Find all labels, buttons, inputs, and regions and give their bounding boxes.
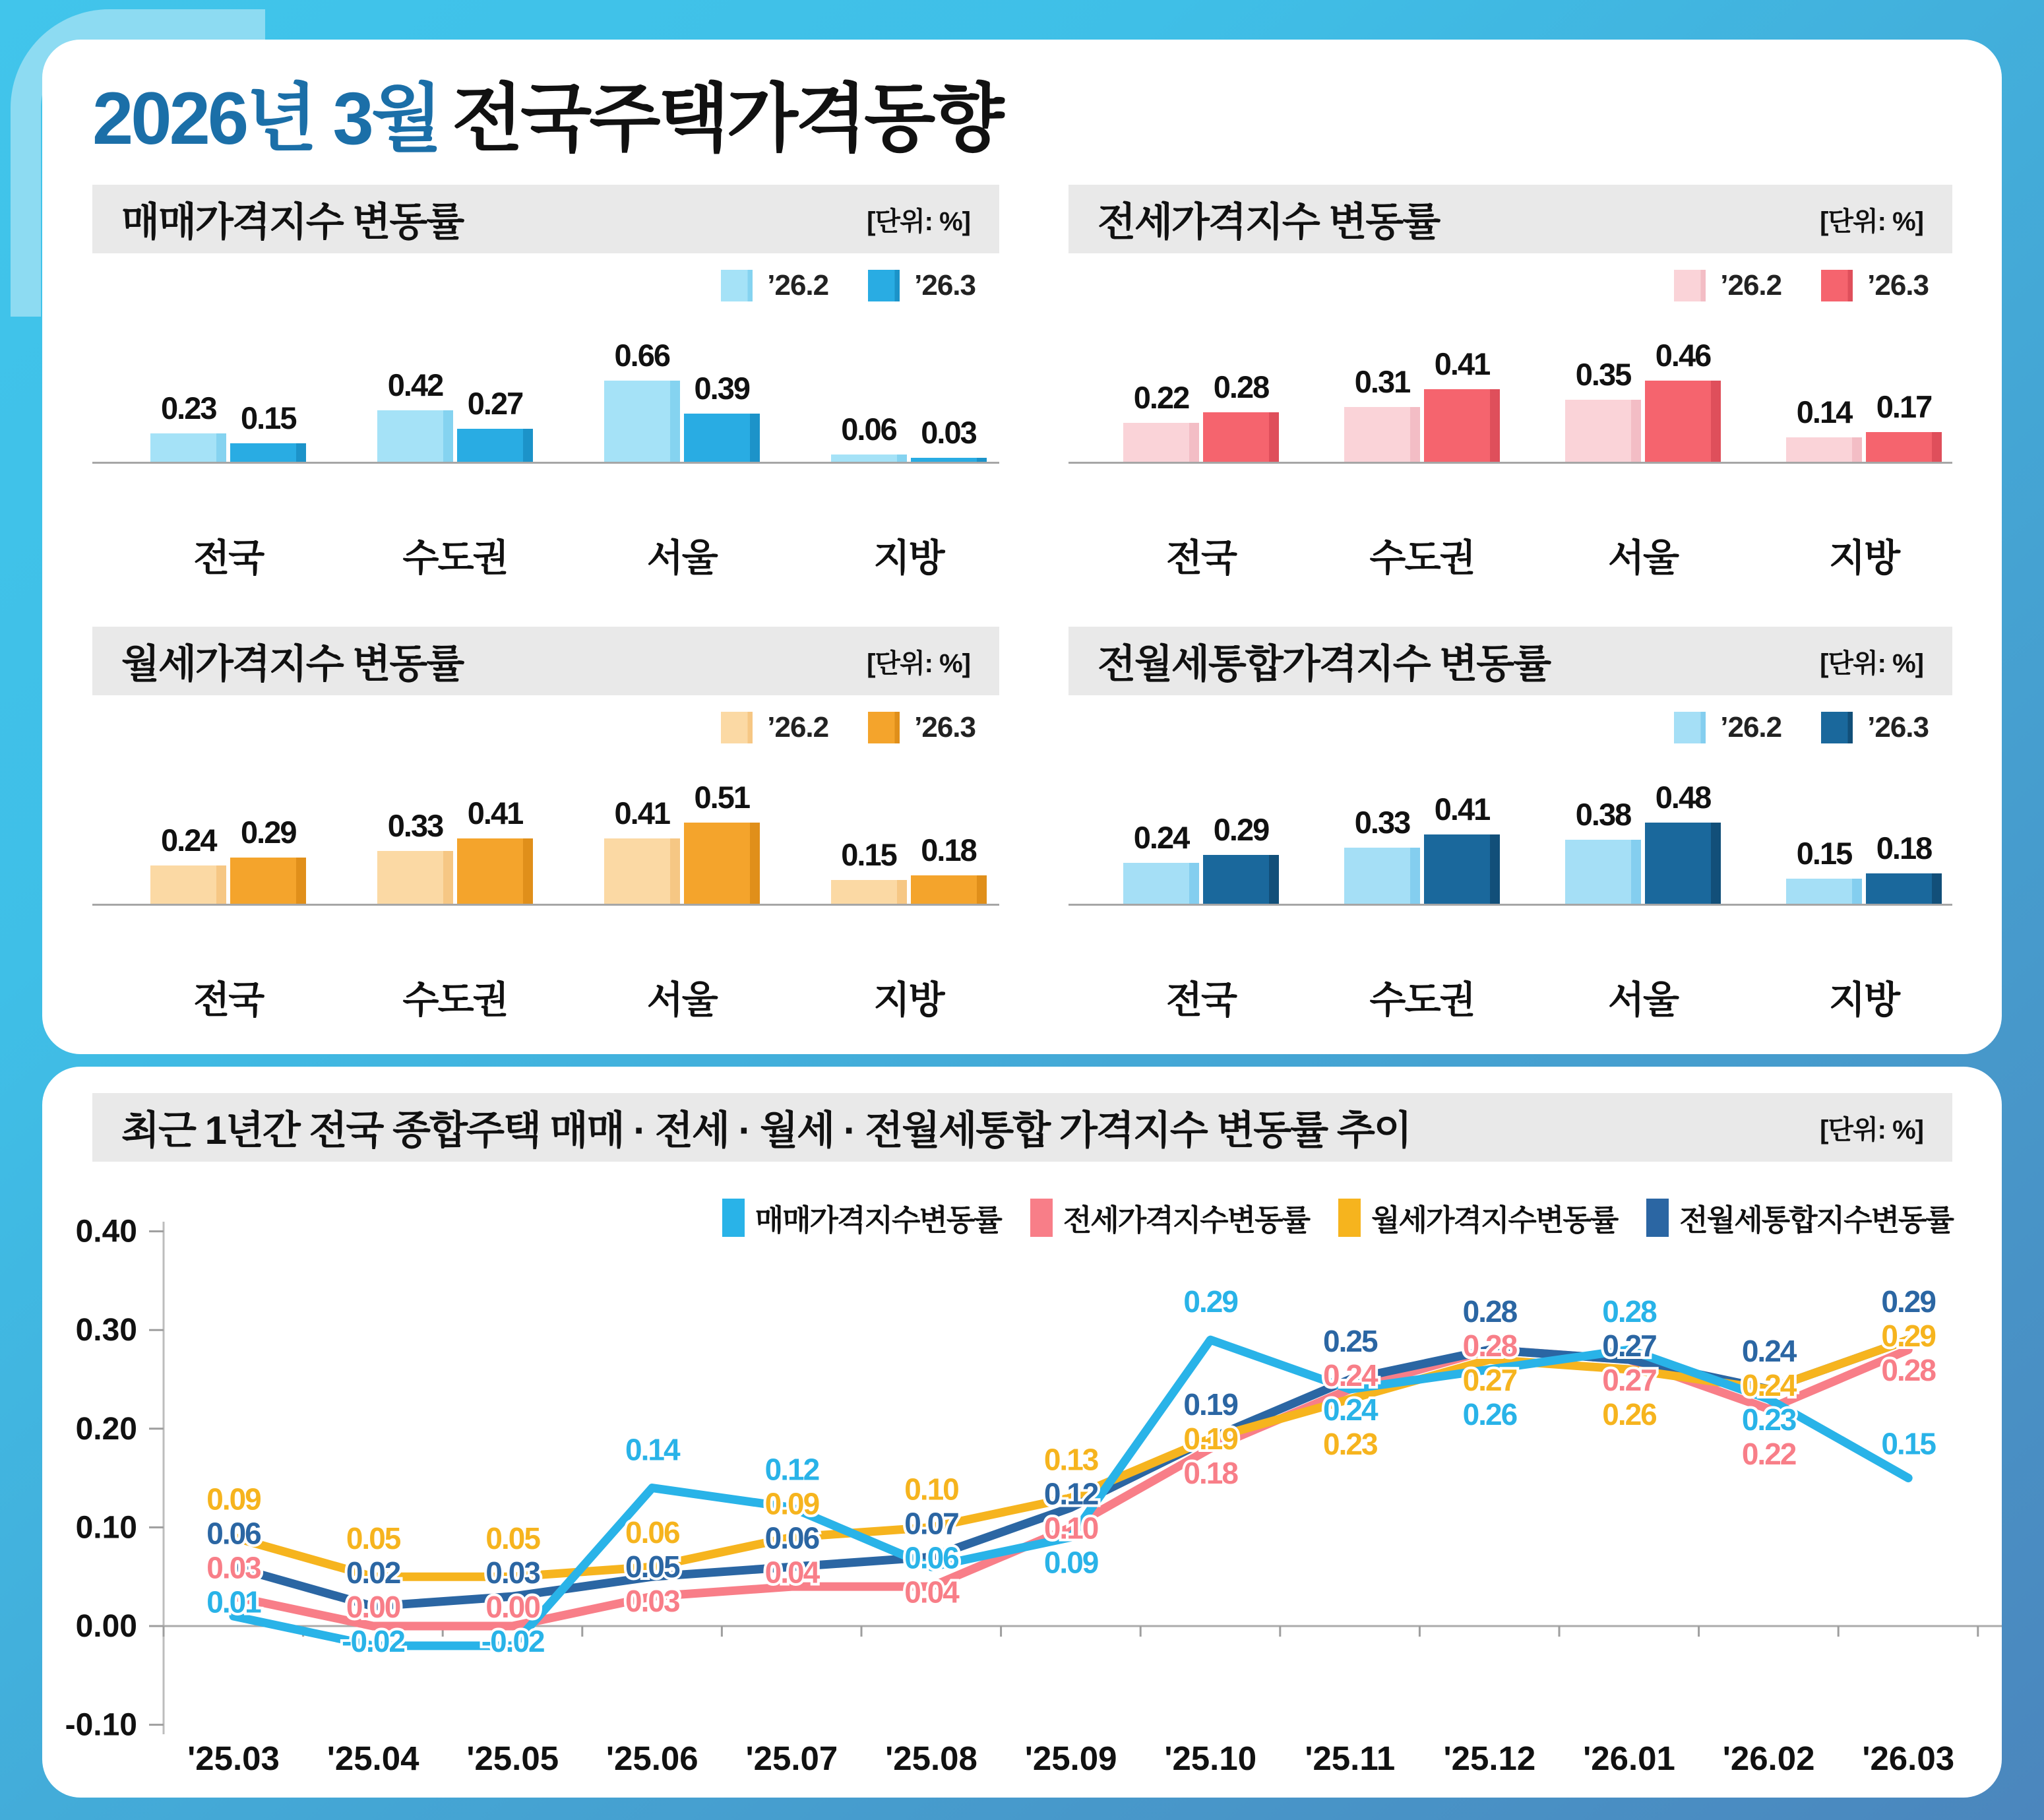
legend-label: ’26.2 [1720, 711, 1782, 743]
point-label: 0.06 [904, 1540, 958, 1575]
point-label: 0.24 [1323, 1393, 1377, 1427]
bar-26.3-전국 [230, 858, 306, 904]
unit-label: [단위: %] [1820, 1115, 1923, 1145]
bar-value-label: 0.41 [467, 796, 523, 831]
legend-label: ’26.2 [1720, 269, 1782, 301]
legend-label: ’26.3 [1867, 711, 1929, 743]
legend-swatch-prev [721, 270, 753, 301]
chart-legend [1674, 269, 1929, 302]
unit-label: [단위: %] [1820, 648, 1923, 678]
point-label: 0.18 [1183, 1455, 1237, 1490]
unit-label: [단위: %] [1820, 206, 1923, 236]
y-tick-label: 0.00 [75, 1609, 137, 1644]
point-label: 0.04 [904, 1575, 958, 1610]
trend-legend-label: 매매가격지수변동률 [755, 1203, 1001, 1237]
point-label: 0.03 [206, 1550, 261, 1585]
bar-26.3-전국 [1203, 412, 1279, 462]
bar-26.3-수도권 [457, 838, 533, 904]
bar-26.2-지방 [831, 880, 907, 904]
y-tick-label: 0.10 [75, 1510, 137, 1546]
bar-26.3-서울 [1645, 381, 1721, 462]
point-label: -0.02 [342, 1624, 405, 1659]
chart-header [1068, 627, 1952, 695]
bar-26.3-지방 [911, 875, 987, 904]
point-label: 0.26 [1602, 1397, 1656, 1432]
y-tick-label: 0.40 [75, 1214, 137, 1249]
point-label: 0.01 [206, 1585, 261, 1619]
trend-legend-item [1030, 1196, 1309, 1239]
legend-swatch-curr [868, 712, 900, 743]
bar-value-label: 0.28 [1213, 369, 1269, 404]
point-label: 0.29 [1183, 1284, 1237, 1319]
x-label-'25.05: '25.05 [466, 1740, 559, 1777]
bar-value-label: 0.15 [841, 837, 896, 872]
point-label: -0.02 [481, 1624, 544, 1659]
x-label-'25.08: '25.08 [885, 1740, 977, 1777]
legend-item [721, 269, 828, 302]
page-title [92, 59, 1002, 166]
axis-baseline [92, 462, 999, 464]
bar-value-label: 0.38 [1575, 797, 1631, 832]
page-title-rest: 전국주택가격동향 [451, 77, 1002, 160]
point-label: 0.27 [1602, 1329, 1656, 1364]
x-label-'26.01: '26.01 [1583, 1740, 1675, 1777]
axis-baseline [1068, 462, 1952, 464]
category-label-지방: 지방 [873, 979, 944, 1021]
legend-item [1674, 711, 1781, 744]
point-label: 0.09 [1043, 1545, 1098, 1580]
chart-title: 매매가격지수 변동률 [121, 200, 464, 244]
legend-swatch-curr [1821, 712, 1853, 743]
bar-value-label: 0.15 [241, 400, 296, 435]
bar-value-label: 0.41 [614, 796, 669, 831]
point-label: 0.22 [1741, 1436, 1796, 1471]
legend-swatch-prev [1674, 712, 1706, 743]
trend-legend-swatch [1646, 1199, 1669, 1237]
legend-label: ’26.2 [767, 269, 829, 301]
legend-label: ’26.3 [1867, 269, 1929, 301]
point-label: 0.24 [1323, 1358, 1377, 1393]
bar-value-label: 0.23 [161, 391, 216, 425]
trend-legend-swatch [1338, 1199, 1361, 1237]
y-tick-label: 0.20 [75, 1411, 137, 1447]
legend-item [868, 269, 976, 302]
x-label-'25.07: '25.07 [745, 1740, 838, 1777]
point-label: 0.24 [1741, 1333, 1796, 1368]
y-tick-label: -0.10 [65, 1707, 137, 1743]
bar-26.3-지방 [911, 458, 987, 462]
category-label-서울: 서울 [646, 979, 717, 1021]
trend-line-chart [42, 1067, 2002, 1798]
page-title-highlight: 2026년 3월 [92, 77, 440, 160]
bar-value-label: 0.33 [387, 808, 443, 843]
point-label: 0.00 [346, 1590, 400, 1625]
category-label-수도권: 수도권 [1369, 979, 1475, 1021]
trend-legend-label: 전세가격지수변동률 [1063, 1203, 1310, 1237]
bar-value-label: 0.48 [1655, 780, 1711, 815]
bar-value-label: 0.41 [1434, 346, 1490, 381]
category-label-전국: 전국 [193, 537, 264, 579]
axis-baseline [1068, 904, 1952, 906]
point-label: 0.05 [485, 1521, 540, 1556]
bar-value-label: 0.14 [1796, 394, 1852, 429]
point-label: 0.29 [1881, 1284, 1935, 1319]
bar-value-label: 0.42 [387, 367, 443, 402]
point-label: 0.13 [1043, 1442, 1098, 1477]
chart-header [92, 185, 999, 253]
trend-legend-item [1646, 1196, 1953, 1239]
point-label: 0.12 [764, 1452, 819, 1487]
bar-value-label: 0.46 [1655, 338, 1711, 373]
legend-item [1821, 269, 1929, 302]
point-label: 0.29 [1881, 1319, 1935, 1354]
point-label: 0.23 [1741, 1402, 1796, 1437]
bar-value-label: 0.24 [161, 823, 216, 858]
trend-legend-swatch [722, 1199, 745, 1237]
bar-value-label: 0.29 [1213, 812, 1269, 847]
legend-swatch-curr [1821, 270, 1853, 301]
bar-26.3-수도권 [1424, 389, 1500, 462]
point-label: 0.10 [904, 1472, 958, 1507]
bar-26.3-서울 [684, 823, 760, 904]
bar-value-label: 0.15 [1796, 836, 1852, 871]
bar-value-label: 0.29 [241, 815, 296, 850]
legend-swatch-prev [1674, 270, 1706, 301]
x-label-'25.03: '25.03 [187, 1740, 280, 1777]
bar-value-label: 0.18 [921, 832, 976, 867]
category-label-전국: 전국 [1165, 537, 1237, 579]
point-label: 0.03 [485, 1555, 540, 1590]
bar-26.2-전국 [150, 865, 226, 904]
trend-header [92, 1093, 1952, 1162]
trend-title: 최근 1년간 전국 종합주택 매매 · 전세 · 월세 · 전월세통합 가격지수 변동률 추이 [121, 1108, 1411, 1152]
point-label: 0.05 [625, 1550, 679, 1585]
legend-item [721, 711, 828, 744]
bar-value-label: 0.06 [841, 412, 896, 447]
chart-legend [1674, 711, 1929, 744]
x-label-'25.09: '25.09 [1024, 1740, 1117, 1777]
bar-chart-combined [1068, 627, 1952, 1049]
point-label: 0.06 [206, 1516, 261, 1551]
bar-26.3-서울 [684, 414, 760, 462]
point-label: 0.27 [1602, 1363, 1656, 1398]
chart-header [1068, 185, 1952, 253]
point-label: 0.09 [764, 1486, 819, 1521]
point-label: 0.04 [764, 1555, 819, 1590]
bar-26.3-수도권 [457, 429, 533, 462]
trend-legend-label: 전월세통합지수변동률 [1679, 1203, 1953, 1237]
bar-value-label: 0.24 [1133, 820, 1189, 855]
bar-26.3-전국 [230, 443, 306, 462]
point-label: 0.23 [1323, 1427, 1377, 1461]
point-label: 0.09 [206, 1482, 261, 1517]
x-label-'25.12: '25.12 [1443, 1740, 1536, 1777]
x-label-'26.03: '26.03 [1862, 1740, 1955, 1777]
bar-26.2-지방 [831, 455, 907, 462]
point-label: 0.00 [485, 1590, 540, 1625]
bar-26.2-전국 [1123, 423, 1199, 462]
point-label: 0.28 [1462, 1294, 1517, 1329]
bar-chart-wolse [92, 627, 999, 1049]
category-label-서울: 서울 [1607, 979, 1679, 1021]
category-label-전국: 전국 [193, 979, 264, 1021]
chart-title: 전월세통합가격지수 변동률 [1098, 642, 1551, 686]
bar-26.2-수도권 [1344, 848, 1420, 904]
point-label: 0.25 [1323, 1324, 1377, 1358]
point-label: 0.28 [1881, 1353, 1935, 1388]
chart-title: 월세가격지수 변동률 [121, 642, 464, 686]
unit-label: [단위: %] [867, 206, 970, 236]
bar-26.3-수도권 [1424, 834, 1500, 904]
chart-legend [721, 711, 976, 744]
legend-item [868, 711, 976, 744]
x-label-'26.02: '26.02 [1722, 1740, 1815, 1777]
point-label: 0.26 [1462, 1397, 1517, 1432]
legend-swatch-curr [868, 270, 900, 301]
point-label: 0.07 [904, 1506, 958, 1541]
x-label-'25.11: '25.11 [1305, 1740, 1396, 1777]
unit-label: [단위: %] [867, 648, 970, 678]
bar-26.3-지방 [1866, 873, 1942, 904]
point-label: 0.10 [1043, 1511, 1098, 1546]
bar-26.3-지방 [1866, 432, 1942, 462]
category-label-서울: 서울 [646, 537, 717, 579]
bar-value-label: 0.35 [1575, 357, 1631, 392]
bar-value-label: 0.41 [1434, 792, 1490, 827]
point-label: 0.19 [1183, 1387, 1237, 1422]
top-panel [42, 40, 2002, 1054]
bar-26.2-전국 [1123, 863, 1199, 904]
legend-swatch-prev [721, 712, 753, 743]
bar-value-label: 0.03 [921, 415, 976, 450]
category-label-전국: 전국 [1165, 979, 1237, 1021]
x-label-'25.06: '25.06 [605, 1740, 698, 1777]
category-label-수도권: 수도권 [402, 979, 508, 1021]
bar-chart-sale [92, 185, 999, 607]
chart-header [92, 627, 999, 695]
bar-26.2-지방 [1786, 879, 1862, 904]
point-label: 0.05 [346, 1521, 400, 1556]
category-label-서울: 서울 [1607, 537, 1679, 579]
point-label: 0.24 [1741, 1367, 1796, 1402]
category-label-지방: 지방 [873, 537, 944, 579]
category-label-수도권: 수도권 [402, 537, 508, 579]
trend-legend-item [722, 1196, 1001, 1239]
point-label: 0.06 [625, 1515, 679, 1550]
bar-26.2-서울 [1565, 840, 1641, 904]
trend-legend [722, 1196, 1953, 1239]
bar-value-label: 0.66 [614, 338, 669, 373]
bar-26.2-지방 [1786, 437, 1862, 462]
point-label: 0.02 [346, 1555, 400, 1590]
bar-value-label: 0.33 [1354, 805, 1410, 840]
x-label-'25.04: '25.04 [326, 1740, 419, 1777]
point-label: 0.12 [1043, 1476, 1098, 1511]
trend-legend-swatch [1030, 1199, 1053, 1237]
legend-label: ’26.3 [914, 711, 976, 743]
y-tick-label: 0.30 [75, 1313, 137, 1348]
x-label-'25.10: '25.10 [1164, 1740, 1257, 1777]
legend-item [1674, 269, 1781, 302]
bar-value-label: 0.31 [1354, 364, 1410, 399]
bar-value-label: 0.39 [694, 371, 749, 406]
bar-26.3-전국 [1203, 855, 1279, 904]
chart-title: 전세가격지수 변동률 [1098, 200, 1440, 244]
trend-panel [42, 1067, 2002, 1798]
point-label: 0.03 [625, 1584, 679, 1619]
category-label-수도권: 수도권 [1369, 537, 1475, 579]
bar-26.2-전국 [150, 433, 226, 462]
legend-label: ’26.2 [767, 711, 829, 743]
bar-26.2-서울 [604, 838, 680, 904]
chart-legend [721, 269, 976, 302]
axis-baseline [92, 904, 999, 906]
bar-chart-jeonse [1068, 185, 1952, 607]
point-label: 0.06 [764, 1521, 819, 1555]
point-label: 0.27 [1462, 1363, 1517, 1398]
point-label: 0.15 [1881, 1426, 1935, 1461]
legend-item [1821, 711, 1929, 744]
legend-label: ’26.3 [914, 269, 976, 301]
trend-legend-item [1338, 1196, 1617, 1239]
bar-26.2-수도권 [377, 851, 453, 904]
point-label: 0.19 [1183, 1421, 1237, 1456]
bar-value-label: 0.18 [1876, 831, 1932, 865]
bar-26.3-서울 [1645, 823, 1721, 904]
bar-value-label: 0.27 [467, 386, 523, 421]
point-label: 0.28 [1602, 1294, 1656, 1329]
category-label-지방: 지방 [1828, 979, 1900, 1021]
point-label: 0.28 [1462, 1329, 1517, 1364]
bar-value-label: 0.17 [1876, 389, 1932, 424]
trend-legend-label: 월세가격지수변동률 [1371, 1203, 1618, 1237]
category-label-지방: 지방 [1828, 537, 1900, 579]
bar-26.2-수도권 [1344, 407, 1420, 462]
bar-value-label: 0.22 [1133, 380, 1189, 415]
bar-value-label: 0.51 [694, 780, 749, 815]
bar-26.2-서울 [1565, 400, 1641, 462]
point-label: 0.14 [625, 1432, 679, 1467]
